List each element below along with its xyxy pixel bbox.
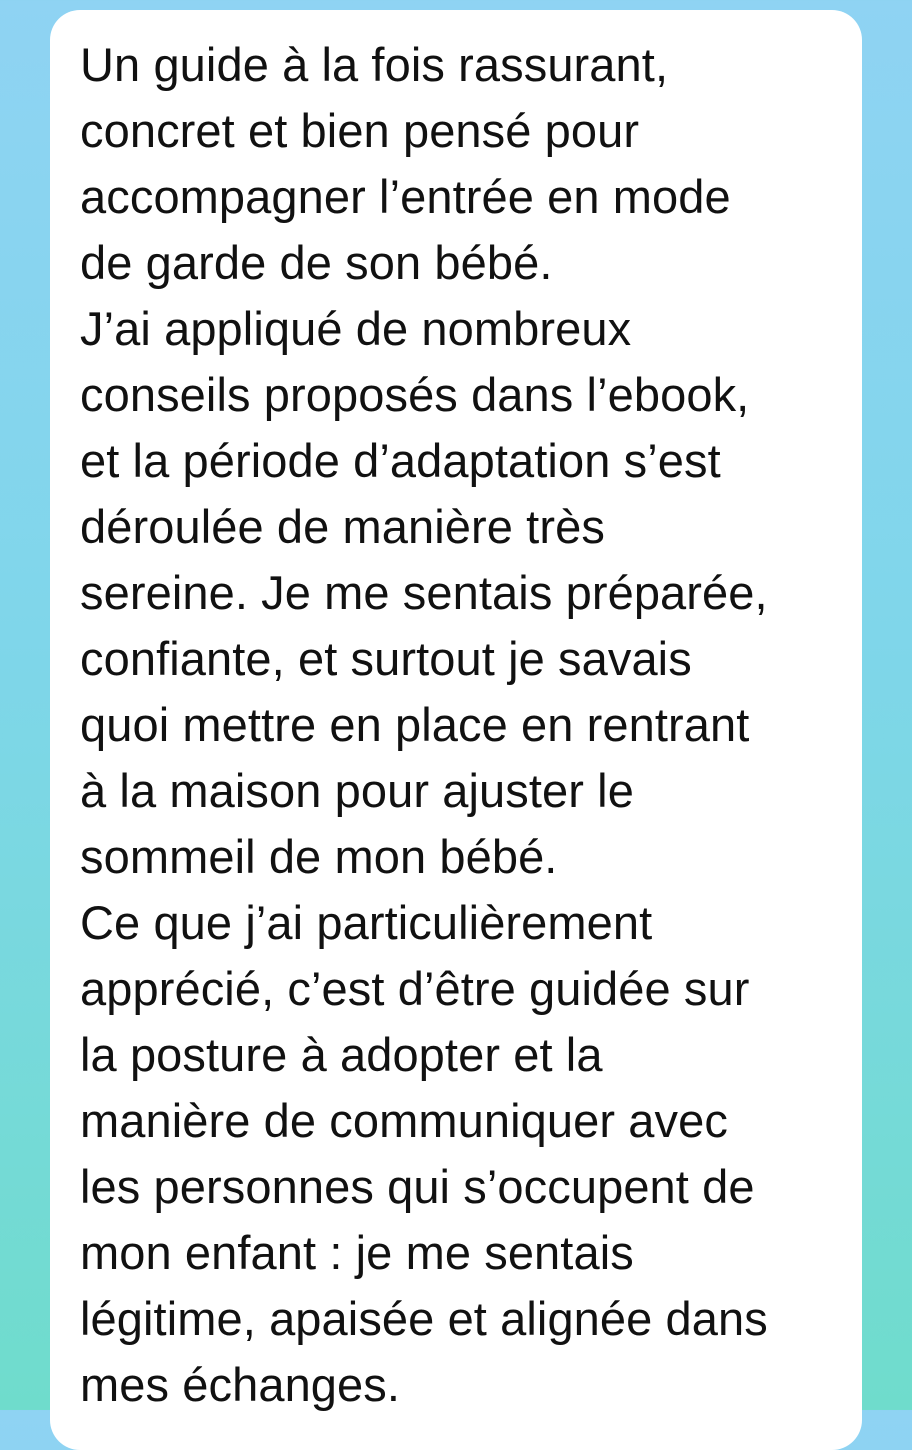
- message-line: déroulée de manière très: [80, 500, 605, 553]
- message-line: conseils proposés dans l’ebook,: [80, 368, 750, 421]
- message-line: confiante, et surtout je savais: [80, 632, 692, 685]
- message-line: J’ai appliqué de nombreux: [80, 302, 632, 355]
- message-line: quoi mettre en place en rentrant: [80, 698, 750, 751]
- message-line: apprécié, c’est d’être guidée sur: [80, 962, 750, 1015]
- message-line: sereine. Je me sentais préparée,: [80, 566, 768, 619]
- message-line: mon enfant : je me sentais: [80, 1226, 634, 1279]
- message-line: sommeil de mon bébé.: [80, 830, 558, 883]
- message-text: [80, 32, 832, 1418]
- message-line: à la maison pour ajuster le: [80, 764, 634, 817]
- message-bubble: [50, 10, 862, 1450]
- message-line: les personnes qui s’occupent de: [80, 1160, 755, 1213]
- message-line: la posture à adopter et la: [80, 1028, 603, 1081]
- message-line: de garde de son bébé.: [80, 236, 553, 289]
- message-line: et la période d’adaptation s’est: [80, 434, 721, 487]
- message-line: accompagner l’entrée en mode: [80, 170, 731, 223]
- message-line: manière de communiquer avec: [80, 1094, 728, 1147]
- message-line: concret et bien pensé pour: [80, 104, 640, 157]
- message-line: Un guide à la fois rassurant,: [80, 38, 669, 91]
- message-line: Ce que j’ai particulièrement: [80, 896, 653, 949]
- message-line: légitime, apaisée et alignée dans: [80, 1292, 768, 1345]
- message-line: mes échanges.: [80, 1358, 401, 1411]
